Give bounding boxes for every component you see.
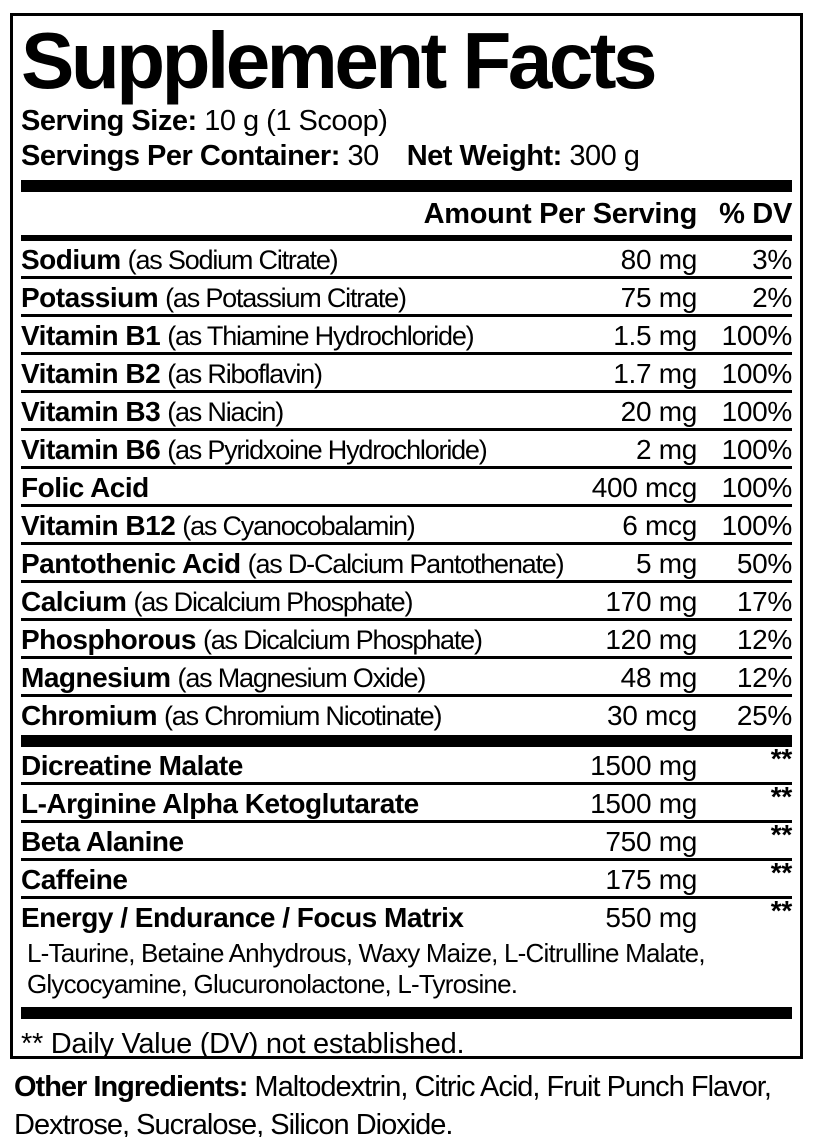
nutrient-detail: (as Cyanocobalamin) xyxy=(182,511,415,541)
nutrient-name: Vitamin B12 xyxy=(21,510,176,541)
nutrient-detail: (as Potassium Citrate) xyxy=(165,283,406,313)
nutrient-detail: (as Dicalcium Phosphate) xyxy=(202,625,482,655)
nutrient-amount: 400 mcg xyxy=(591,472,697,503)
nutrient-dv: 100% xyxy=(721,396,792,427)
nutrient-dv: 12% xyxy=(736,662,792,693)
nutrient-detail: (as Chromium Nicotinate) xyxy=(164,701,442,731)
nutrient-amount: 20 mg xyxy=(620,396,697,427)
nutrient-detail: (as Dicalcium Phosphate) xyxy=(133,587,413,617)
blend-row xyxy=(21,819,792,861)
blend-dv-stars: ** xyxy=(770,895,792,926)
blend-amount: 750 mg xyxy=(605,826,697,857)
nutrient-name: Phosphorous xyxy=(21,624,196,655)
nutrient-dv: 25% xyxy=(736,700,792,731)
nutrient-dv: 2% xyxy=(752,282,792,313)
percent-dv-header: % DV xyxy=(719,198,792,230)
nutrient-row xyxy=(21,583,792,621)
nutrient-detail: (as Niacin) xyxy=(167,397,284,427)
nutrient-name: Potassium xyxy=(21,282,159,313)
nutrient-name: Vitamin B6 xyxy=(21,434,161,465)
blend-dv xyxy=(697,743,792,782)
blend-dv xyxy=(697,895,792,934)
serving-size-label: Serving Size: xyxy=(21,105,197,137)
blend-dv-stars: ** xyxy=(770,857,792,888)
serving-size-value: 10 g (1 Scoop) xyxy=(204,105,388,137)
nutrient-name: Calcium xyxy=(21,586,127,617)
nutrient-name: Magnesium xyxy=(21,662,171,693)
blend-name: Energy / Endurance / Focus Matrix xyxy=(21,902,464,933)
servings-net-weight-row xyxy=(21,139,792,174)
nutrient-amount: 1.7 mg xyxy=(613,358,697,389)
nutrient-name: Chromium xyxy=(21,700,157,731)
nutrient-amount: 170 mg xyxy=(605,586,697,617)
nutrient-detail: (as D-Calcium Pantothenate) xyxy=(247,549,564,579)
servings-per-container-label: Servings Per Container: xyxy=(21,140,340,172)
nutrient-row xyxy=(21,545,792,583)
nutrient-amount: 80 mg xyxy=(620,244,697,275)
nutrient-amount: 1.5 mg xyxy=(613,320,697,351)
divider-bar-top xyxy=(21,180,792,192)
blend-dv xyxy=(697,781,792,820)
nutrient-detail: (as Riboflavin) xyxy=(167,359,322,389)
nutrient-dv: 3% xyxy=(752,244,792,275)
other-ingredients-text: Maltodextrin, Citric Acid, Fruit Punch Flavor, Dextrose, Sucralose, Silicon Dioxide. xyxy=(14,1071,771,1137)
nutrient-dv: 12% xyxy=(736,624,792,655)
dv-footnote: ** Daily Value (DV) not established. xyxy=(21,1028,465,1060)
other-ingredients xyxy=(14,1068,806,1137)
blend-dv xyxy=(697,857,792,896)
blend-row xyxy=(21,781,792,823)
blend-name: L-Arginine Alpha Ketoglutarate xyxy=(21,788,419,819)
nutrient-row xyxy=(21,697,792,735)
blend-amount: 1500 mg xyxy=(590,788,697,819)
divider-bar-footnote xyxy=(21,1007,792,1019)
nutrient-row xyxy=(21,621,792,659)
blend-dv-stars: ** xyxy=(770,743,792,774)
nutrient-name: Vitamin B2 xyxy=(21,358,161,389)
supplement-facts-title: Supplement Facts xyxy=(21,16,655,105)
nutrient-dv: 100% xyxy=(721,510,792,541)
nutrient-amount: 48 mg xyxy=(620,662,697,693)
blend-name: Beta Alanine xyxy=(21,826,184,857)
nutrient-amount: 30 mcg xyxy=(606,700,697,731)
serving-size-row xyxy=(21,104,792,139)
net-weight-value: 300 g xyxy=(569,140,640,172)
blend-name: Caffeine xyxy=(21,864,128,895)
blend-row xyxy=(21,895,792,937)
nutrient-row xyxy=(21,241,792,279)
blend-name: Dicreatine Malate xyxy=(21,750,243,781)
servings-per-container-value: 30 xyxy=(347,140,379,172)
other-ingredients-label: Other Ingredients: xyxy=(14,1071,248,1103)
nutrient-name: Vitamin B3 xyxy=(21,396,161,427)
nutrient-row xyxy=(21,469,792,507)
column-header-row xyxy=(21,192,792,235)
net-weight-label: Net Weight: xyxy=(406,140,562,172)
nutrient-name: Vitamin B1 xyxy=(21,320,161,351)
supplement-facts-panel xyxy=(10,13,803,1059)
net-weight xyxy=(407,139,640,174)
nutrient-row xyxy=(21,279,792,317)
nutrient-amount: 5 mg xyxy=(635,548,697,579)
nutrient-row xyxy=(21,659,792,697)
blend-row xyxy=(21,743,792,785)
nutrient-amount: 120 mg xyxy=(605,624,697,655)
blend-dv-stars: ** xyxy=(770,781,792,812)
nutrient-detail: (as Magnesium Oxide) xyxy=(177,663,426,693)
nutrient-row xyxy=(21,355,792,393)
blend-amount: 1500 mg xyxy=(590,750,697,781)
blend-row xyxy=(21,857,792,899)
divider-bar-blends xyxy=(21,735,792,747)
blend-amount: 550 mg xyxy=(605,902,697,933)
blend-matrix-block xyxy=(21,895,792,1007)
nutrient-dv: 100% xyxy=(721,358,792,389)
nutrient-detail: (as Sodium Citrate) xyxy=(127,245,338,275)
nutrient-name: Folic Acid xyxy=(21,472,149,503)
nutrient-dv: 100% xyxy=(721,472,792,503)
nutrient-name: Sodium xyxy=(21,244,121,275)
nutrient-row xyxy=(21,317,792,355)
nutrient-row xyxy=(21,431,792,469)
blend-amount: 175 mg xyxy=(605,864,697,895)
nutrient-dv: 17% xyxy=(736,586,792,617)
nutrient-row xyxy=(21,507,792,545)
nutrient-amount: 75 mg xyxy=(620,282,697,313)
nutrient-detail: (as Thiamine Hydrochloride) xyxy=(167,321,474,351)
blend-dv-stars: ** xyxy=(770,819,792,850)
nutrient-amount: 2 mg xyxy=(635,434,697,465)
blend-dv xyxy=(697,819,792,858)
servings-per-container xyxy=(21,139,379,174)
nutrient-dv: 100% xyxy=(721,320,792,351)
amount-per-serving-header: Amount Per Serving xyxy=(423,198,697,230)
nutrient-dv: 50% xyxy=(736,548,792,579)
nutrient-name: Pantothenic Acid xyxy=(21,548,241,579)
blend-sub-ingredients: L-Taurine, Betaine Anhydrous, Waxy Maize, L-Citrulline Malate, Glycocyamine, Glucuronolactone, L-Tyrosine. xyxy=(27,938,705,999)
nutrient-detail: (as Pyridxoine Hydrochloride) xyxy=(167,435,487,465)
nutrient-amount: 6 mcg xyxy=(622,510,697,541)
nutrient-row xyxy=(21,393,792,431)
nutrient-dv: 100% xyxy=(721,434,792,465)
